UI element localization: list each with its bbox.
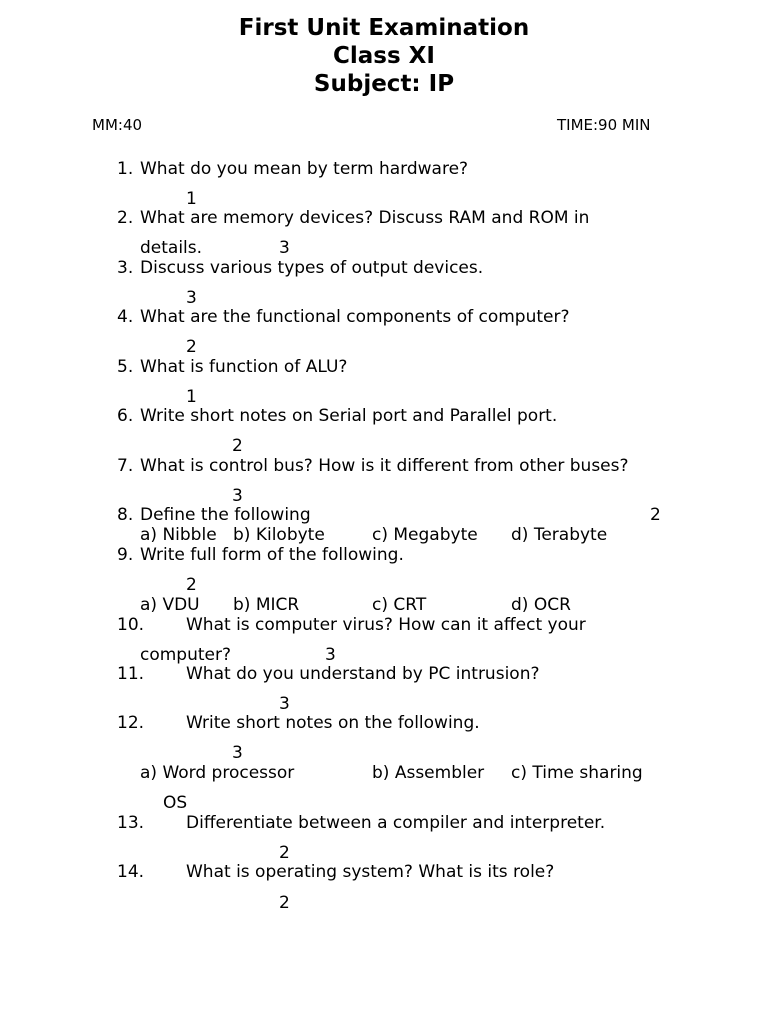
question-text: Define the following xyxy=(140,505,311,525)
option-item: d) OCR xyxy=(511,595,571,615)
option-item: b) Kilobyte xyxy=(233,525,325,545)
question-marks: 2 xyxy=(186,337,197,357)
question-number: 13. xyxy=(117,813,145,833)
question-marks: 3 xyxy=(279,238,290,258)
question-number: 10. xyxy=(117,615,145,635)
question-text: What are memory devices? Discuss RAM and ROM in xyxy=(140,208,590,228)
question-text-continued: computer? xyxy=(140,645,232,665)
time-allowed: TIME:90 MIN xyxy=(557,116,651,134)
question-marks: 1 xyxy=(186,189,197,209)
question-text: Differentiate between a compiler and interpreter. xyxy=(186,813,606,833)
question-marks: 3 xyxy=(186,288,197,308)
question-marks: 3 xyxy=(279,694,290,714)
question-marks: 2 xyxy=(279,843,290,863)
question-marks: 3 xyxy=(232,743,243,763)
question-text: What is control bus? How is it different from other buses? xyxy=(140,456,629,476)
max-marks: MM:40 xyxy=(92,116,143,134)
question-text: What are the functional components of computer? xyxy=(140,307,570,327)
question-number: 8. xyxy=(117,505,134,525)
question-number: 1. xyxy=(117,159,134,179)
option-item: a) VDU xyxy=(140,595,200,615)
option-item: c) Time sharing xyxy=(511,763,643,783)
option-item: a) Nibble xyxy=(140,525,217,545)
question-marks: 3 xyxy=(232,486,243,506)
question-number: 9. xyxy=(117,545,134,565)
question-number: 7. xyxy=(117,456,134,476)
question-number: 14. xyxy=(117,862,145,882)
option-item-continued: OS xyxy=(163,793,188,813)
option-item: a) Word processor xyxy=(140,763,295,783)
question-marks: 1 xyxy=(186,387,197,407)
option-item: d) Terabyte xyxy=(511,525,608,545)
question-marks: 3 xyxy=(325,645,336,665)
question-marks: 2 xyxy=(650,505,661,525)
question-number: 11. xyxy=(117,664,145,684)
option-item: b) Assembler xyxy=(372,763,485,783)
question-text: What is operating system? What is its role? xyxy=(186,862,555,882)
question-text: Write short notes on Serial port and Parallel port. xyxy=(140,406,558,426)
question-marks: 2 xyxy=(279,893,290,913)
option-item: b) MICR xyxy=(233,595,300,615)
question-marks: 2 xyxy=(232,436,243,456)
question-number: 5. xyxy=(117,357,134,377)
question-number: 3. xyxy=(117,258,134,278)
question-text: Write full form of the following. xyxy=(140,545,404,565)
question-marks: 2 xyxy=(186,575,197,595)
option-item: c) CRT xyxy=(372,595,427,615)
question-number: 2. xyxy=(117,208,134,228)
class-label: Class XI xyxy=(333,43,435,69)
question-text: Write short notes on the following. xyxy=(186,713,480,733)
question-number: 6. xyxy=(117,406,134,426)
question-text: What do you mean by term hardware? xyxy=(140,159,469,179)
exam-title: First Unit Examination xyxy=(238,15,530,41)
question-text: Discuss various types of output devices. xyxy=(140,258,484,278)
question-number: 12. xyxy=(117,713,145,733)
question-text: What do you understand by PC intrusion? xyxy=(186,664,540,684)
question-text: What is computer virus? How can it affect your xyxy=(186,615,586,635)
subject-label: Subject: IP xyxy=(313,71,455,97)
option-item: c) Megabyte xyxy=(372,525,478,545)
question-text-continued: details. xyxy=(140,238,203,258)
question-text: What is function of ALU? xyxy=(140,357,348,377)
question-number: 4. xyxy=(117,307,134,327)
